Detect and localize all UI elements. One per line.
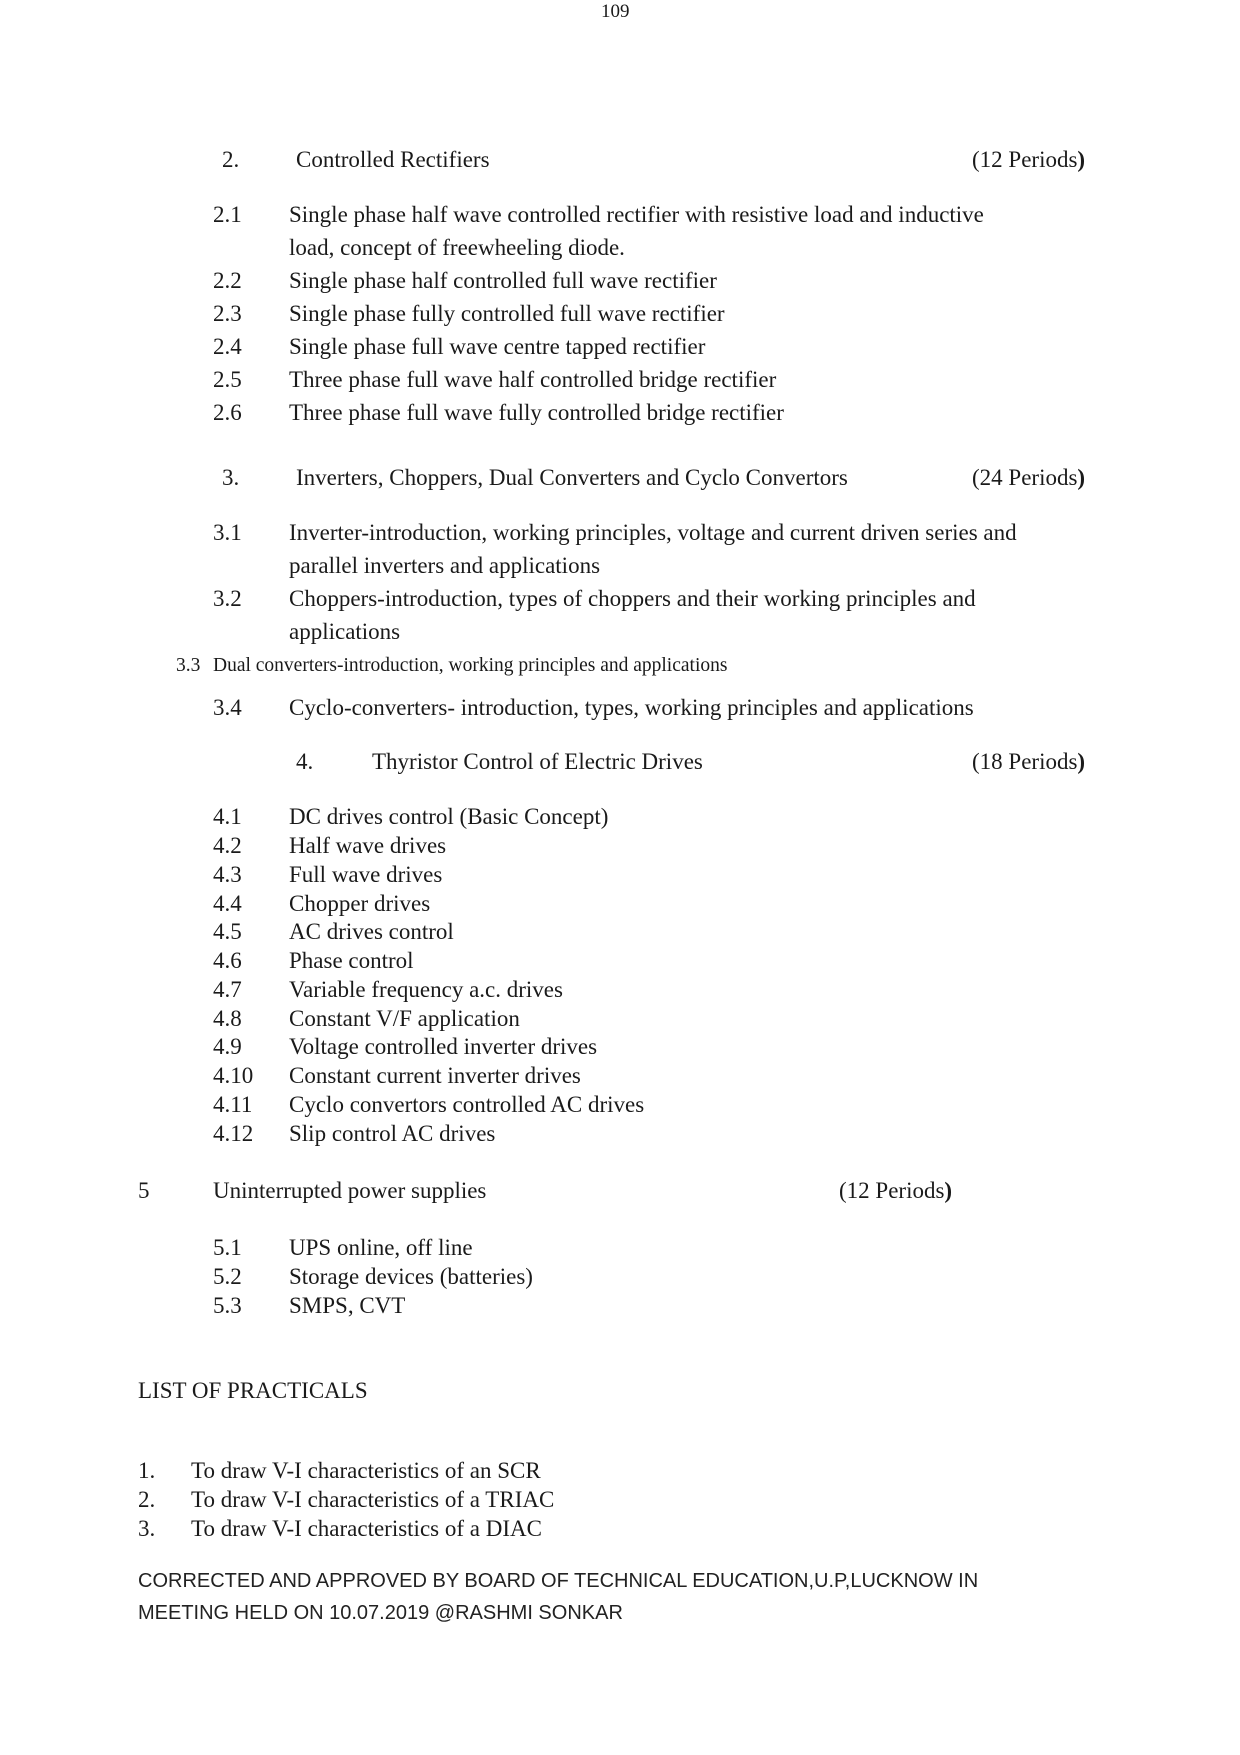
- item-num: 4.5: [213, 919, 242, 944]
- section-5-title: Uninterrupted power supplies: [213, 1178, 487, 1203]
- footer-line-1: CORRECTED AND APPROVED BY BOARD OF TECHNICAL EDUCATION,U.P,LUCKNOW IN: [138, 1570, 979, 1592]
- section-3-number: 3.: [222, 465, 240, 490]
- page-number: 109: [601, 1, 630, 22]
- item-text: Inverter-introduction, working principles, voltage and current driven series and: [289, 520, 1017, 545]
- item-text: Storage devices (batteries): [289, 1264, 533, 1289]
- item-text: Three phase full wave fully controlled bridge rectifier: [289, 400, 784, 425]
- section-4-title: Thyristor Control of Electric Drives: [372, 749, 703, 774]
- footer-line-2: MEETING HELD ON 10.07.2019 @RASHMI SONKAR: [138, 1602, 623, 1624]
- practical-text: To draw V-I characteristics of a DIAC: [191, 1516, 542, 1541]
- item-text: Half wave drives: [289, 833, 447, 858]
- item-num: 4.7: [213, 977, 242, 1002]
- section-3-periods: (24 Periods): [972, 465, 1086, 490]
- item-num: 4.1: [213, 804, 242, 829]
- item-text: Cyclo convertors controlled AC drives: [289, 1092, 645, 1117]
- item-text: Single phase half controlled full wave rectifier: [289, 268, 717, 293]
- item-text: Full wave drives: [289, 862, 443, 887]
- section-5-number: 5: [138, 1178, 150, 1203]
- item-text: DC drives control (Basic Concept): [289, 804, 609, 829]
- item-num: 3.3: [176, 655, 201, 676]
- section-5-periods: (12 Periods): [839, 1178, 953, 1203]
- practicals-heading: LIST OF PRACTICALS: [138, 1378, 368, 1403]
- item-text: Variable frequency a.c. drives: [289, 977, 563, 1002]
- item-num: 3.4: [213, 695, 242, 720]
- item-text: Three phase full wave half controlled bridge rectifier: [289, 367, 777, 392]
- section-2-number: 2.: [222, 147, 240, 172]
- section-3-title: Inverters, Choppers, Dual Converters and Cyclo Convertors: [296, 465, 848, 490]
- item-num: 3.1: [213, 520, 242, 545]
- item-text: Single phase half wave controlled rectifier with resistive load and inductive: [289, 202, 984, 227]
- practical-num: 3.: [138, 1516, 156, 1541]
- item-num: 4.4: [213, 891, 242, 916]
- item-num: 4.12: [213, 1121, 254, 1146]
- item-num: 4.3: [213, 862, 242, 887]
- item-text: Chopper drives: [289, 891, 431, 916]
- item-text: AC drives control: [289, 919, 454, 944]
- section-4-number: 4.: [296, 749, 314, 774]
- item-text: Constant current inverter drives: [289, 1063, 581, 1088]
- practical-num: 2.: [138, 1487, 156, 1512]
- item-text: Phase control: [289, 948, 414, 973]
- item-text: Dual converters-introduction, working principles and applications: [213, 655, 728, 676]
- practical-text: To draw V-I characteristics of a TRIAC: [191, 1487, 555, 1512]
- item-text-cont: load, concept of freewheeling diode.: [289, 235, 625, 260]
- item-text: SMPS, CVT: [289, 1293, 406, 1318]
- section-2-periods: (12 Periods): [972, 147, 1086, 172]
- item-text: Slip control AC drives: [289, 1121, 496, 1146]
- item-num: 4.2: [213, 833, 242, 858]
- item-num: 2.5: [213, 367, 242, 392]
- item-num: 3.2: [213, 586, 242, 611]
- item-num: 2.1: [213, 202, 242, 227]
- item-num: 2.4: [213, 334, 242, 359]
- item-num: 2.6: [213, 400, 242, 425]
- item-text: UPS online, off line: [289, 1235, 473, 1260]
- item-num: 2.2: [213, 268, 242, 293]
- item-text: Constant V/F application: [289, 1006, 520, 1031]
- item-num: 4.6: [213, 948, 242, 973]
- item-text: Single phase fully controlled full wave rectifier: [289, 301, 725, 326]
- item-num: 4.11: [213, 1092, 253, 1117]
- practical-num: 1.: [138, 1458, 156, 1483]
- item-num: 4.10: [213, 1063, 254, 1088]
- item-text: Choppers-introduction, types of choppers and their working principles and: [289, 586, 976, 611]
- section-2-title: Controlled Rectifiers: [296, 147, 490, 172]
- item-num: 4.8: [213, 1006, 242, 1031]
- item-num: 5.2: [213, 1264, 242, 1289]
- section-4-periods: (18 Periods): [972, 749, 1086, 774]
- practical-text: To draw V-I characteristics of an SCR: [191, 1458, 541, 1483]
- item-text: Cyclo-converters- introduction, types, working principles and applications: [289, 695, 974, 720]
- item-text: Voltage controlled inverter drives: [289, 1034, 598, 1059]
- item-text-cont: parallel inverters and applications: [289, 553, 601, 578]
- item-num: 4.9: [213, 1034, 242, 1059]
- item-text: Single phase full wave centre tapped rectifier: [289, 334, 706, 359]
- item-text-cont: applications: [289, 619, 401, 644]
- item-num: 2.3: [213, 301, 242, 326]
- item-num: 5.3: [213, 1293, 242, 1318]
- item-num: 5.1: [213, 1235, 242, 1260]
